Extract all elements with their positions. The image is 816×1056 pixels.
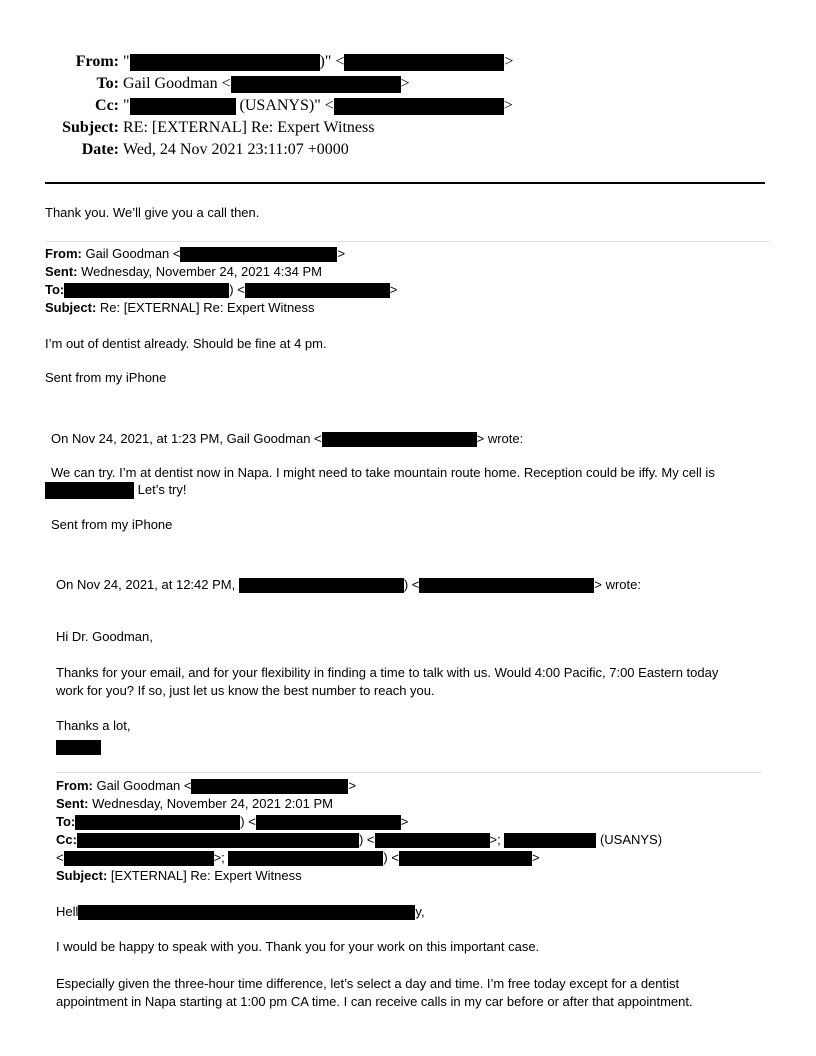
redaction (180, 247, 337, 262)
redaction (245, 283, 390, 298)
msg4-greeting: Hi Dr. Goodman, (56, 629, 153, 644)
msg4-closing: Thanks a lot, (56, 718, 131, 733)
message-divider (56, 772, 761, 773)
redaction (322, 432, 477, 447)
header-to-label: To: (96, 75, 119, 92)
msg5-para2-line2: appointment in Napa starting at 1:00 pm CA time. I can receive calls in my car before or after that appointment. (56, 994, 693, 1009)
header-date-value: Wed, 24 Nov 2021 23:11:07 +0000 (123, 141, 349, 158)
msg4-intro: On Nov 24, 2021, at 12:42 PM, ) < > wrote: (56, 577, 641, 592)
redaction (75, 815, 240, 830)
msg5-para1: I would be happy to speak with you. Thank you for your work on this important case. (56, 939, 540, 954)
msg2-body: I’m out of dentist already. Should be fine at 4 pm. (45, 336, 327, 351)
header-from-row: From: " )" < > (45, 51, 513, 73)
header-cc-label: Cc: (95, 97, 119, 114)
redaction (399, 851, 532, 866)
redaction (231, 76, 401, 93)
msg3-signature: Sent from my iPhone (51, 517, 173, 532)
message-divider (45, 241, 770, 242)
redaction (239, 578, 404, 593)
redaction (375, 833, 490, 848)
msg2-to-line: To: ) < > (45, 282, 398, 297)
msg5-greeting: Hell y, (56, 904, 425, 919)
redaction (191, 779, 348, 794)
msg5-para2-line1: Especially given the three-hour time difference, let’s select a day and time. I’m free today except for a dentist (56, 976, 680, 991)
header-cc-row: Cc: " (USANYS)" < > (45, 95, 513, 117)
msg2-from-line: From: Gail Goodman < > (45, 246, 346, 261)
redaction (64, 851, 214, 866)
redaction (64, 283, 229, 298)
reply-text: Thank you. We’ll give you a call then. (45, 205, 260, 220)
msg5-subject-line: Subject: [EXTERNAL] Re: Expert Witness (56, 868, 302, 883)
header-to-row: To: Gail Goodman < > (45, 73, 410, 95)
msg3-body-line2: Let’s try! (45, 481, 187, 499)
header-divider (45, 182, 765, 184)
redaction (334, 98, 504, 115)
msg4-para-line2: work for you? If so, just let us know the best number to reach you. (56, 683, 435, 698)
redaction (344, 54, 504, 71)
redaction (130, 98, 236, 115)
redaction (56, 740, 101, 755)
redaction (130, 54, 320, 71)
redaction (77, 833, 359, 848)
msg3-intro: On Nov 24, 2021, at 1:23 PM, Gail Goodman < > wrote: (51, 431, 524, 446)
redaction (419, 578, 594, 593)
header-subject-row (45, 117, 374, 139)
header-date-label: Date: (81, 141, 119, 158)
header-to-value: Gail Goodman < (123, 75, 231, 92)
msg4-para-line1: Thanks for your email, and for your flexibility in finding a time to talk with us. Would 4:00 Pacific, 7:00 Eastern today (56, 665, 719, 680)
header-subject-label: Subject: (62, 119, 119, 136)
msg2-subject-line: Subject: Re: [EXTERNAL] Re: Expert Witness (45, 300, 315, 315)
msg5-sent-line: Sent: Wednesday, November 24, 2021 2:01 PM (56, 796, 333, 811)
header-date-row (45, 139, 349, 161)
msg4-signature-redaction (56, 738, 101, 756)
header-subject-value: RE: [EXTERNAL] Re: Expert Witness (123, 119, 375, 136)
redaction (504, 833, 596, 848)
redaction (228, 851, 383, 866)
msg3-body-line1: We can try. I’m at dentist now in Napa. I might need to take mountain route home. Reception could be iffy. My cell is (51, 465, 715, 480)
redaction (78, 905, 415, 920)
msg5-cc-line: Cc: ) < >; (USANYS) (56, 832, 663, 847)
header-from-label: From: (75, 53, 119, 70)
redaction (256, 815, 401, 830)
msg2-sent-line: Sent: Wednesday, November 24, 2021 4:34 PM (45, 264, 322, 279)
msg2-signature: Sent from my iPhone (45, 370, 167, 385)
msg5-from-line: From: Gail Goodman < > (56, 778, 357, 793)
msg5-to-line: To: ) < > (56, 814, 409, 829)
redaction (45, 482, 134, 499)
msg5-cc-line2: < >; ) < > (56, 850, 540, 865)
